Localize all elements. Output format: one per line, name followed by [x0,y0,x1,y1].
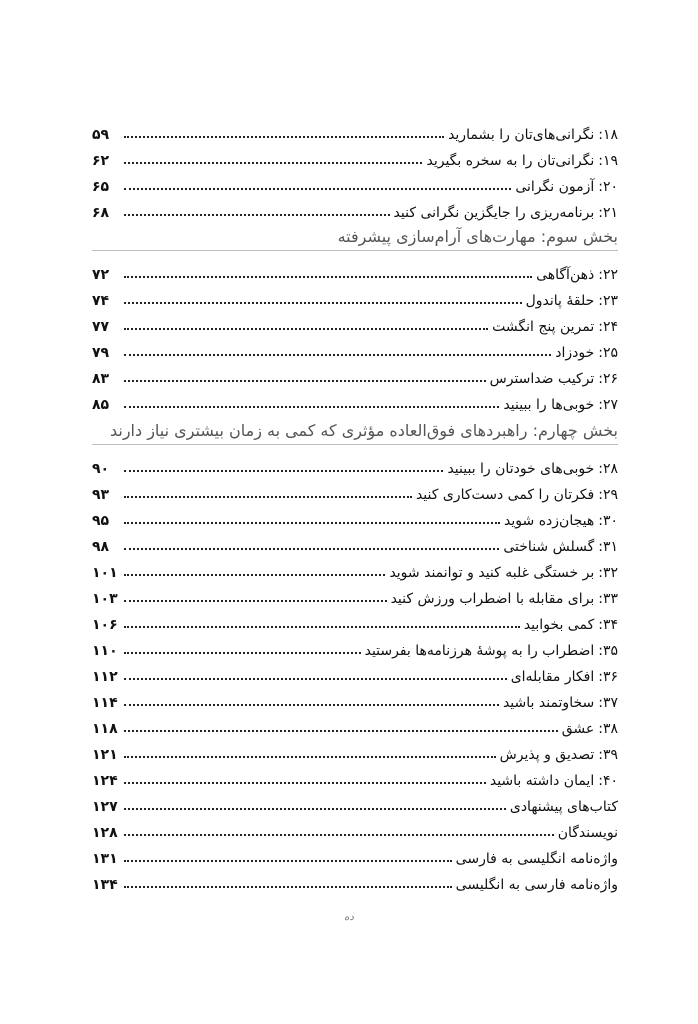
dot-leader [124,652,361,654]
entry-title: ترکیب ضداسترس [489,371,595,387]
dot-leader [124,548,499,550]
entry-number: ۱۹: [598,153,618,169]
toc-entry [92,142,618,168]
entry-page: ۱۰۶ [92,617,118,633]
toc-entry [92,282,618,308]
toc-entry [92,632,618,658]
section-heading-part-four: بخش چهارم: راهبردهای فوق‌العاده مؤثری که کمی به زمان بیشتری نیاز دارند [92,418,618,445]
entry-number: ۳۵: [598,643,618,659]
toc-section-b [92,256,618,412]
entry-page: ۱۲۸ [92,825,118,841]
entry-page: ۱۳۴ [92,877,118,893]
toc-entry [92,308,618,334]
entry-title: خوبی‌ها را ببینید [503,397,595,413]
dot-leader [124,406,499,408]
entry-number: ۲۱: [598,205,618,221]
entry-number: ۳۲: [598,565,618,581]
toc-entry [92,194,618,220]
toc-section-a [92,116,618,220]
dot-leader [124,704,499,706]
toc-entry [92,168,618,194]
dot-leader [124,522,500,524]
dot-leader [124,782,486,784]
dot-leader [124,136,444,138]
dot-leader [124,808,506,810]
toc-entry-backmatter [92,840,618,866]
dot-leader [124,860,452,862]
toc-entry [92,710,618,736]
entry-page: ۹۵ [92,513,110,529]
entry-number: ۴۰: [598,773,618,789]
toc-entry [92,736,618,762]
toc-entry [92,360,618,386]
entry-title: نگرانی‌های‌تان را بشمارید [448,127,595,143]
entry-title: ذهن‌آگاهی [536,267,595,283]
toc-entry-backmatter [92,866,618,892]
dot-leader [124,214,390,216]
entry-page: ۸۳ [92,371,110,387]
entry-page: ۱۱۰ [92,643,118,659]
toc-entry-backmatter [92,814,618,840]
entry-title: تصدیق و پذیرش [499,747,595,763]
dot-leader [124,600,387,602]
entry-title: ایمان داشته باشید [489,773,595,789]
entry-number: ۲۶: [598,371,618,387]
toc-entry [92,502,618,528]
entry-page: ۱۳۱ [92,851,118,867]
entry-title: حلقهٔ پاندول [525,293,595,309]
dot-leader [124,328,488,330]
dot-leader [124,834,554,836]
dot-leader [124,626,520,628]
entry-page: ۶۲ [92,153,110,169]
entry-page: ۶۵ [92,179,110,195]
page-footer-number: ده [344,912,354,923]
entry-page: ۹۳ [92,487,110,503]
dot-leader [124,496,412,498]
entry-title: گسلش شناختی [503,539,595,555]
entry-title: افکار مقابله‌ای [510,669,595,685]
dot-leader [124,380,486,382]
toc-entry [92,606,618,632]
entry-number: ۲۳: [598,293,618,309]
dot-leader [124,162,422,164]
entry-number: ۲۰: [598,179,618,195]
entry-number: ۳۶: [598,669,618,685]
toc-entry [92,762,618,788]
entry-number: ۲۴: [598,319,618,335]
entry-page: ۱۲۷ [92,799,118,815]
section-heading-part-three: بخش سوم: مهارت‌های آرام‌سازی پیشرفته [92,224,618,251]
entry-title: واژه‌نامه فارسی به انگلیسی [455,877,618,893]
entry-number: ۳۸: [598,721,618,737]
entry-title: عشق [561,721,595,737]
entry-number: ۲۹: [598,487,618,503]
entry-title: نگرانی‌تان را به سخره بگیرید [426,153,595,169]
entry-title: آزمون نگرانی [515,179,595,195]
entry-title: اضطراب را به پوشهٔ هرزنامه‌ها بفرستید [364,643,595,659]
entry-page: ۵۹ [92,127,110,143]
toc-entry [92,684,618,710]
dot-leader [124,678,507,680]
entry-number: ۲۷: [598,397,618,413]
dot-leader [124,188,511,190]
entry-number: ۳۱: [598,539,618,555]
entry-page: ۱۱۸ [92,721,118,737]
entry-number: ۱۸: [598,127,618,143]
toc-entry [92,334,618,360]
entry-number: ۲۲: [598,267,618,283]
entry-page: ۷۲ [92,267,110,283]
entry-title: کتاب‌های پیشنهادی [509,799,618,815]
dot-leader [124,886,452,888]
toc-entry-backmatter [92,788,618,814]
entry-number: ۲۵: [598,345,618,361]
entry-number: ۳۷: [598,695,618,711]
toc-entry [92,476,618,502]
entry-page: ۱۱۴ [92,695,118,711]
entry-title: سخاوتمند باشید [502,695,595,711]
entry-page: ۷۴ [92,293,110,309]
dot-leader [124,470,443,472]
dot-leader [124,730,558,732]
entry-page: ۱۰۱ [92,565,118,581]
entry-page: ۹۸ [92,539,110,555]
entry-page: ۱۰۳ [92,591,118,607]
entry-page: ۸۵ [92,397,110,413]
entry-number: ۲۸: [598,461,618,477]
entry-title: خودزاد [555,345,595,361]
toc-entry [92,386,618,412]
entry-title: برای مقابله با اضطراب ورزش کنید [390,591,595,607]
entry-number: ۳۹: [598,747,618,763]
toc-entry [92,256,618,282]
entry-number: ۳۴: [598,617,618,633]
toc-entry [92,450,618,476]
entry-title: واژه‌نامه انگلیسی به فارسی [455,851,618,867]
entry-title: هیجان‌زده شوید [504,513,595,529]
entry-title: خوبی‌های خودتان را ببینید [447,461,595,477]
entry-title: فکرتان را کمی دست‌کاری کنید [415,487,595,503]
entry-title: بر خستگی غلبه کنید و توانمند شوید [389,565,595,581]
entry-page: ۱۱۲ [92,669,118,685]
toc-entry [92,580,618,606]
dot-leader [124,302,522,304]
entry-title: برنامه‌ریزی را جایگزین نگرانی کنید [393,205,595,221]
entry-page: ۱۲۴ [92,773,118,789]
entry-page: ۶۸ [92,205,110,221]
dot-leader [124,756,496,758]
entry-page: ۱۲۱ [92,747,118,763]
entry-page: ۷۷ [92,319,110,335]
entry-title: تمرین پنج انگشت [492,319,595,335]
dot-leader [124,574,385,576]
dot-leader [124,276,532,278]
toc-entry [92,528,618,554]
toc-entry [92,554,618,580]
entry-title: کمی بخوابید [523,617,595,633]
entry-number: ۳۳: [598,591,618,607]
toc-section-c [92,450,618,892]
entry-number: ۳۰: [598,513,618,529]
toc-entry [92,116,618,142]
entry-page: ۷۹ [92,345,110,361]
toc-entry [92,658,618,684]
entry-page: ۹۰ [92,461,110,477]
dot-leader [124,354,551,356]
entry-title: نویسندگان [557,825,618,841]
